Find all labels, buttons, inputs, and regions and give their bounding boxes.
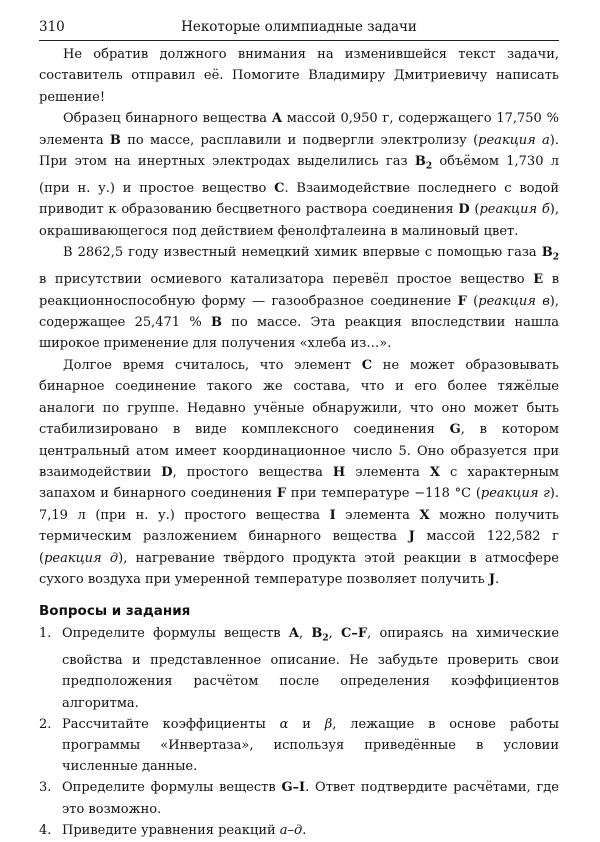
question-text: Определите формулы веществ A, $B_2$, C–F, опираясь на химические свойства и представленное описание. Не забудьте проверить свои предположения расчётом после определения коэффициентов алгоритма. [62, 626, 560, 711]
paragraph-compound-g: Долгое время считалось, что элемент C не может образовывать бинарное соединение такого же состава, что и его более тяжёлые аналоги по группе. Недавно учёные обнаружили, что оно может быть стабилизировано в виде комплексного соединения G, в котором центральный атом имеет координационное число 5. Оно образуется при взаимодействии D, простого вещества H элемента X с характерным запахом и бинарного соединения F при температуре −118 °C (реакция г). 7,19 л (при н. у.) простого вещества I элемента X можно получить термическим разложением бинарного вещества J массой 122,582 г (реакция д), нагревание твёрдого продукта этой реакции в атмосфере сухого воздуха при умеренной температуре позволяет получить J. [39, 357, 560, 587]
question-item [39, 623, 559, 713]
page-body [39, 44, 559, 841]
questions-list [39, 623, 559, 841]
question-number: 3. [39, 780, 52, 796]
question-item [39, 714, 559, 778]
question-item [39, 777, 559, 819]
question-item [39, 820, 559, 841]
question-number: 4. [39, 822, 52, 838]
question-text: Рассчитайте коэффициенты α и β, лежащие в основе работы программы «Инвертаза», используя приведённые в условии численные данные. [62, 716, 559, 775]
page-number: 310 [39, 19, 65, 35]
running-head [39, 14, 559, 41]
question-number: 1. [39, 626, 52, 642]
paragraph-substance-a: Образец бинарного вещества A массой 0,950 г, содержащего 17,750 % элемента B по массе, расплавили и подвергли электролизу (реакция а). При этом на инертных электродах выделились газ $B_2$ объёмом 1,730 л (при н. у.) и простое вещество C. Взаимодействие последнего с водой приводит к образованию бесцветного раствора соединения D (реакция б), окрашивающегося под действием фенолфталеина в малиновый цвет. [39, 111, 559, 239]
running-title: Некоторые олимпиадные задачи [181, 19, 417, 35]
question-text: Определите формулы веществ G–I. Ответ подтвердите расчётами, где это возможно. [62, 780, 560, 817]
question-text: Приведите уравнения реакций а–д. [62, 822, 307, 838]
paragraph-substance-f: В 2862,5 году известный немецкий химик впервые с помощью газа $B_2$ в присутствии осмиевого катализатора перевёл простое вещество E в реакционноспособную форму — газообразное соединение F (реакция в), содержащее 25,471 % B по массе. Эта реакция впоследствии нашла широкое применение для получения «хлеба из…». [39, 245, 560, 352]
questions-heading: Вопросы и задания [39, 603, 191, 620]
question-number: 2. [39, 716, 52, 732]
paragraph-intro: Не обратив должного внимания на изменившейся текст задачи, составитель отправил её. Помогите Владимиру Дмитриевичу написать решение! [39, 47, 559, 105]
